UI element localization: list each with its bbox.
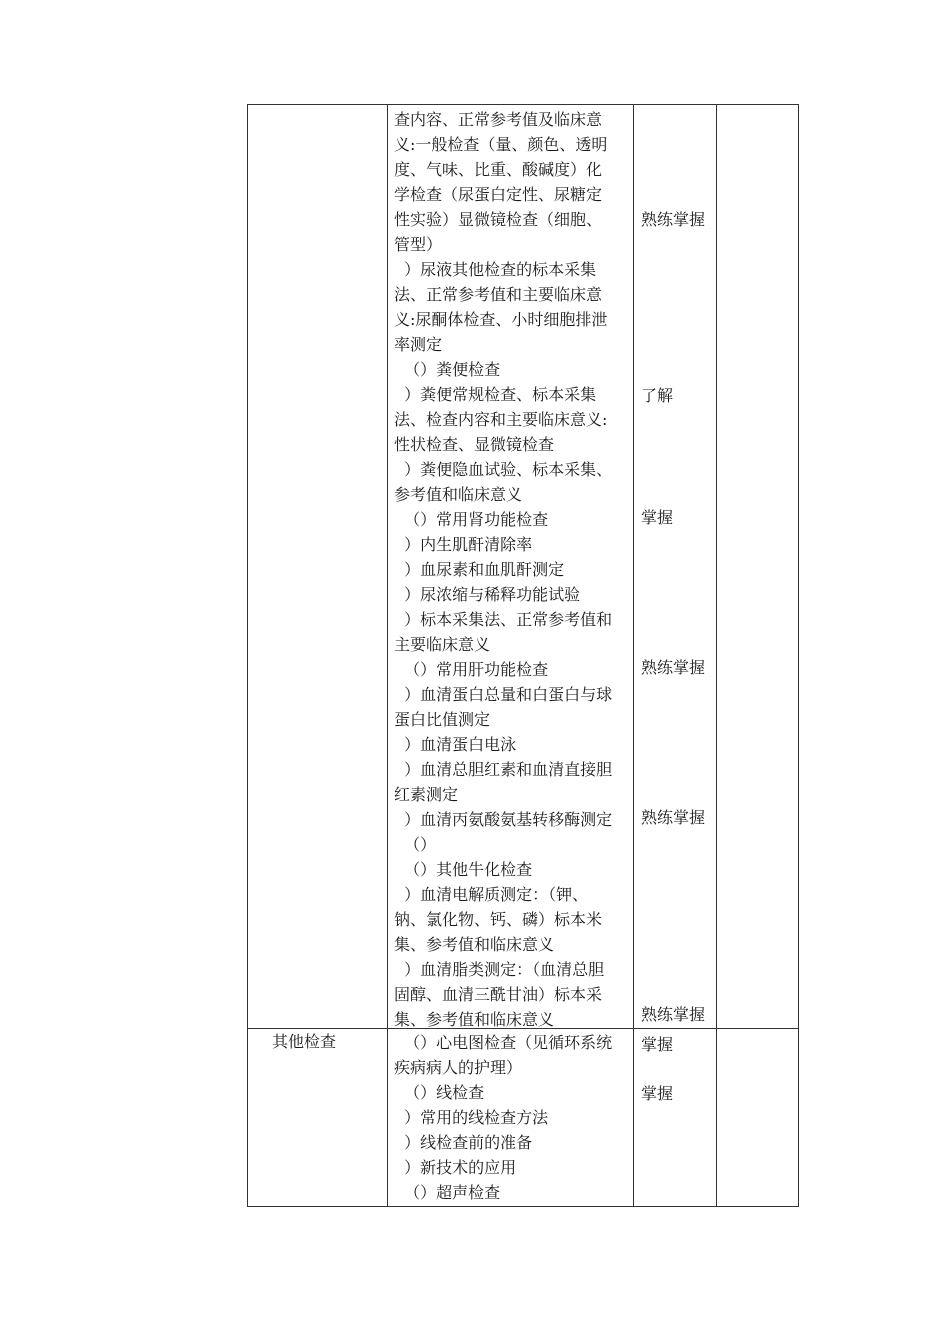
level-label: 了解 (641, 386, 674, 405)
table-border-left (247, 104, 248, 1207)
content-line: 法、正常参考值和主要临床意 (394, 285, 603, 304)
content-line: （）常用肾功能检查 (394, 510, 549, 529)
content-line: ）血清脂类测定：（血清总胆 (394, 960, 605, 979)
content-line: 性实验）显微镜检查（细胞、 (394, 210, 603, 229)
content-line: （）粪便检查 (394, 360, 501, 379)
content-line: 率测定 (394, 335, 443, 354)
level-label: 掌握 (641, 1084, 674, 1103)
content-line: 蛋白比值测定 (394, 710, 491, 729)
content-line: 集、参考值和临床意义 (394, 1010, 555, 1029)
content-line: ）常用的线检查方法 (394, 1108, 549, 1127)
content-line: ）血清蛋白电泳 (394, 735, 517, 754)
content-line: （）常用肝功能检查 (394, 660, 549, 679)
content-line: 义:尿酮体检查、小时细胞排泄 (394, 310, 608, 329)
content-line: 法、检查内容和主要临床意义: (394, 410, 608, 429)
content-line: ）粪便常规检查、标本采集 (394, 385, 597, 404)
content-line: （）线检查 (394, 1083, 485, 1102)
table-border-right (798, 104, 799, 1207)
content-cell (394, 107, 612, 1032)
content-line: ）标本采集法、正常参考值和 (394, 610, 613, 629)
content-line: 管型） (394, 235, 443, 254)
content-line: 疾病病人的护理） (394, 1058, 523, 1077)
content-line: 义:一般检查（量、颜色、透明 (394, 135, 608, 154)
level-label: 熟练掌握 (641, 658, 706, 677)
content-line: ）粪便隐血试验、标本采集、 (394, 460, 613, 479)
content-line: （） (394, 835, 437, 854)
content-line: （）心电图检查（见循环系统 (394, 1033, 613, 1052)
category-cell: 其他检查 (272, 1032, 337, 1051)
content-line: ）线检查前的准备 (394, 1133, 533, 1152)
content-line: 红素测定 (394, 785, 459, 804)
level-label: 熟练掌握 (641, 808, 706, 827)
content-line: （）超声检查 (394, 1183, 501, 1202)
column-divider-2 (633, 104, 634, 1207)
content-line: ）血清总胆红素和血清直接胆 (394, 760, 613, 779)
level-label: 熟练掌握 (641, 1005, 706, 1024)
level-label: 熟练掌握 (641, 210, 706, 229)
content-line: 钠、氯化物、钙、磷）标本米 (394, 910, 603, 929)
content-line: ）尿液其他检查的标本采集 (394, 260, 597, 279)
content-line: ）血清蛋白总量和白蛋白与球 (394, 685, 613, 704)
column-divider-3 (716, 104, 717, 1207)
content-line: 性状检查、显微镜检查 (394, 435, 555, 454)
content-line: 查内容、正常参考值及临床意 (394, 110, 603, 129)
level-label: 掌握 (641, 508, 674, 527)
content-cell (394, 1030, 612, 1205)
content-line: 学检查（尿蛋白定性、尿糖定 (394, 185, 603, 204)
column-divider-1 (387, 104, 388, 1207)
level-label: 掌握 (641, 1035, 674, 1054)
content-line: ）内生肌酐清除率 (394, 535, 533, 554)
content-line: ）新技术的应用 (394, 1158, 517, 1177)
content-line: ）血尿素和血肌酐测定 (394, 560, 565, 579)
content-line: 参考值和临床意义 (394, 485, 523, 504)
content-line: ）血清电解质测定：（钾、 (394, 885, 589, 904)
content-line: ）尿浓缩与稀释功能试验 (394, 585, 581, 604)
content-line: ）血清丙氨酸氨基转移酶测定 (394, 810, 613, 829)
content-line: 集、参考值和临床意义 (394, 935, 555, 954)
content-line: 固醇、血清三酰甘油）标本采 (394, 985, 603, 1004)
content-line: 度、气味、比重、酸碱度）化 (394, 160, 603, 179)
content-line: （）其他牛化检查 (394, 860, 533, 879)
content-line: 主要临床意义 (394, 635, 491, 654)
